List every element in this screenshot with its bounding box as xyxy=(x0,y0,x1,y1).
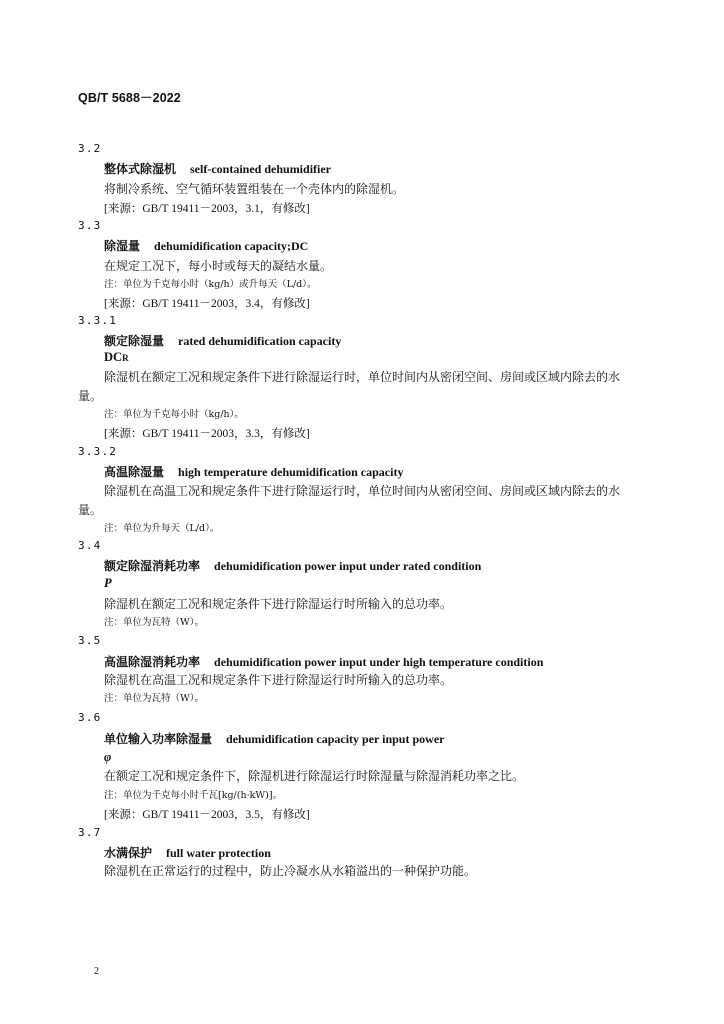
clause-number: 3.3.1 xyxy=(78,314,118,327)
note: 注：单位为瓦特（W）。 xyxy=(104,693,205,704)
clause-number: 3.5 xyxy=(78,634,102,647)
clause-number: 3.4 xyxy=(78,539,102,552)
term-en: high temperature dehumidification capacity xyxy=(178,465,404,479)
term-symbol xyxy=(104,350,129,365)
note: 注：单位为千克每小时（kg/h）。 xyxy=(104,409,244,420)
term-cn: 水满保护 xyxy=(104,846,153,860)
definition: 在额定工况和规定条件下，除湿机进行除湿运行时除湿量与除湿消耗功率之比。 xyxy=(104,769,525,783)
term-symbol: φ xyxy=(104,750,112,764)
term-en: dehumidification capacity per input power xyxy=(226,732,445,746)
source-reference: [来源：GB/T 19411－2003，3.1，有修改] xyxy=(104,203,310,215)
page-number: 2 xyxy=(94,966,99,977)
definition-continued: 量。 xyxy=(78,389,103,403)
clause-number: 3.2 xyxy=(78,142,102,155)
clause-number: 3.7 xyxy=(78,826,102,839)
term-heading xyxy=(104,730,444,747)
note: 注：单位为瓦特（W）。 xyxy=(104,617,205,628)
term-en: rated dehumidification capacity xyxy=(178,334,342,348)
definition-continued: 量。 xyxy=(78,503,103,517)
source-reference: [来源：GB/T 19411－2003，3.5，有修改] xyxy=(104,809,310,821)
source-reference: [来源：GB/T 19411－2003，3.4，有修改] xyxy=(104,298,310,310)
symbol-base: DC xyxy=(104,350,123,364)
term-heading xyxy=(104,160,331,177)
term-cn: 除湿量 xyxy=(104,239,141,253)
clause-number: 3.3 xyxy=(78,219,102,232)
clause-number: 3.3.2 xyxy=(78,445,118,458)
note: 注：单位为升每天（L/d）。 xyxy=(104,523,220,534)
term-heading xyxy=(104,844,271,861)
term-cn: 额定除湿消耗功率 xyxy=(104,559,201,573)
note: 注：单位为千克每小时千瓦[kg/(h·kW)]。 xyxy=(104,790,283,801)
definition: 除湿机在高温工况和规定条件下进行除湿运行时，单位时间内从密闭空间、房间或区域内除去的水 xyxy=(104,484,621,498)
term-heading xyxy=(104,237,308,254)
definition: 除湿机在额定工况和规定条件下进行除湿运行时，单位时间内从密闭空间、房间或区域内除去的水 xyxy=(104,370,621,384)
term-heading xyxy=(104,557,481,574)
term-en: self-contained dehumidifier xyxy=(190,162,332,176)
standard-code: QB/T 5688－2022 xyxy=(78,91,181,105)
term-en: dehumidification power input under rated condition xyxy=(214,559,482,573)
term-heading xyxy=(104,653,543,670)
clause-number: 3.6 xyxy=(78,711,102,724)
definition: 除湿机在额定工况和规定条件下进行除湿运行时所输入的总功率。 xyxy=(104,597,453,611)
term-cn: 高温除湿量 xyxy=(104,465,165,479)
term-cn: 单位输入功率除湿量 xyxy=(104,732,213,746)
definition: 除湿机在正常运行的过程中，防止冷凝水从水箱溢出的一种保护功能。 xyxy=(104,864,477,878)
symbol-subscript: R xyxy=(122,353,129,363)
source-reference: [来源：GB/T 19411－2003，3.3，有修改] xyxy=(104,428,310,440)
term-cn: 高温除湿消耗功率 xyxy=(104,655,201,669)
term-cn: 额定除湿量 xyxy=(104,334,165,348)
note: 注：单位为千克每小时（kg/h）或升每天（L/d）。 xyxy=(104,279,317,290)
definition: 将制冷系统、空气循环装置组装在一个壳体内的除湿机。 xyxy=(104,182,405,196)
term-cn: 整体式除湿机 xyxy=(104,162,177,176)
definition: 除湿机在高温工况和规定条件下进行除湿运行时所输入的总功率。 xyxy=(104,673,453,687)
term-en: dehumidification capacity;DC xyxy=(154,239,309,253)
term-heading xyxy=(104,463,403,480)
definition: 在规定工况下，每小时或每天的凝结水量。 xyxy=(104,259,333,273)
term-en: full water protection xyxy=(166,846,271,860)
term-heading xyxy=(104,332,341,349)
term-symbol: P xyxy=(104,576,112,590)
term-en: dehumidification power input under high temperature condition xyxy=(214,655,544,669)
